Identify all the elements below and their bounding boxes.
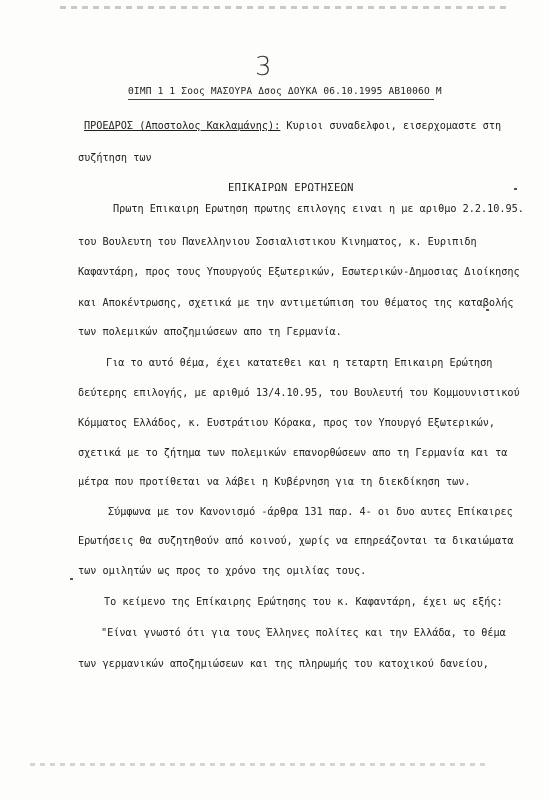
speaker-label: ΠΡΟΕΔΡΟΣ (Αποστολος Κακλαμάνης): (84, 121, 281, 132)
scan-edge-top (60, 6, 510, 9)
text-line: Κόμματος Ελλάδος, κ. Ευστράτιου Κόρακα, προς τον Υπουργό Εξωτερικών, (78, 418, 496, 429)
speaker-text: Κυριοι συναδελφοι, εισερχομαστε στη (280, 121, 502, 132)
text-line: σχετικά με το ζήτημα των πολεμικών επανορθώσεων απο τη Γερμανία και τα (78, 448, 508, 459)
margin-mark (70, 578, 73, 580)
page-number: 3 (255, 52, 272, 82)
text-line: των ομιλητών ως προς το χρόνο της ομιλίας τους. (78, 566, 367, 577)
text-line: Για το αυτό θέμα, έχει κατατεθει και η τεταρτη Επικαιρη Ερώτηση (106, 358, 493, 369)
text-line: των πολεμικών αποζημιώσεων απο τη Γερμανία. (78, 327, 342, 338)
speaker-line (84, 120, 501, 134)
text-line: συζήτηση των (78, 153, 152, 164)
scan-edge-bottom (30, 763, 490, 766)
text-line: Ερωτήσεις θα συζητηθούν από κοινού, χωρίς να επηρεάζονται τα δικαιώματα (78, 536, 514, 547)
text-line: του Βουλευτη του Πανελληνιου Σοσιαλιστικου Κινηματος, κ. Ευριπιδη (78, 237, 477, 248)
text-line: Το κείμενο της Επίκαιρης Ερώτησης του κ. Καφαντάρη, έχει ως εξής: (104, 597, 503, 608)
margin-mark (486, 309, 489, 311)
text-line: "Είναι γνωστό ότι για τους Έλληνες πολίτες και την Ελλάδα, το θέμα (101, 628, 506, 639)
section-heading: ΕΠΙΚΑΙΡΩΝ ΕΡΩΤΗΣΕΩΝ (228, 182, 354, 194)
margin-mark (514, 188, 517, 190)
text-line: των γερμανικών αποζημιώσεων και της πληρωμής του κατοχικού δανείου, (78, 659, 489, 670)
text-line: Σύμφωνα με τον Κανονισμό -άρθρα 131 παρ. 4- οι δυο αυτες Επίκαιρες (108, 507, 513, 518)
text-line: και Αποκέντρωσης, σχετικά με την αντιμετώπιση του θέματος της καταβολής (78, 298, 514, 309)
text-line: Καφαντάρη, προς τους Υπουργούς Εξωτερικών, Εσωτερικών-Δημοσιας Διοίκησης (78, 267, 520, 278)
text-line: μέτρα που προτίθεται να λάβει η Κυβέρνηση για τη διεκδίκηση των. (78, 477, 471, 488)
document-header: ΘΙΜΠ 1 1 Σοος ΜΑΣΟΥΡΑ Δσος ΔΟΥΚΑ 06.10.1995 ΑΒ1006Ο Μ (128, 85, 434, 100)
text-line: δεύτερης επιλογής, με αριθμό 13/4.10.95, του Βουλευτή του Κομμουνιστικού (78, 388, 520, 399)
text-line: Πρωτη Επικαιρη Ερωτηση πρωτης επιλογης ειναι η με αριθμο 2.2.10.95. (113, 204, 524, 215)
